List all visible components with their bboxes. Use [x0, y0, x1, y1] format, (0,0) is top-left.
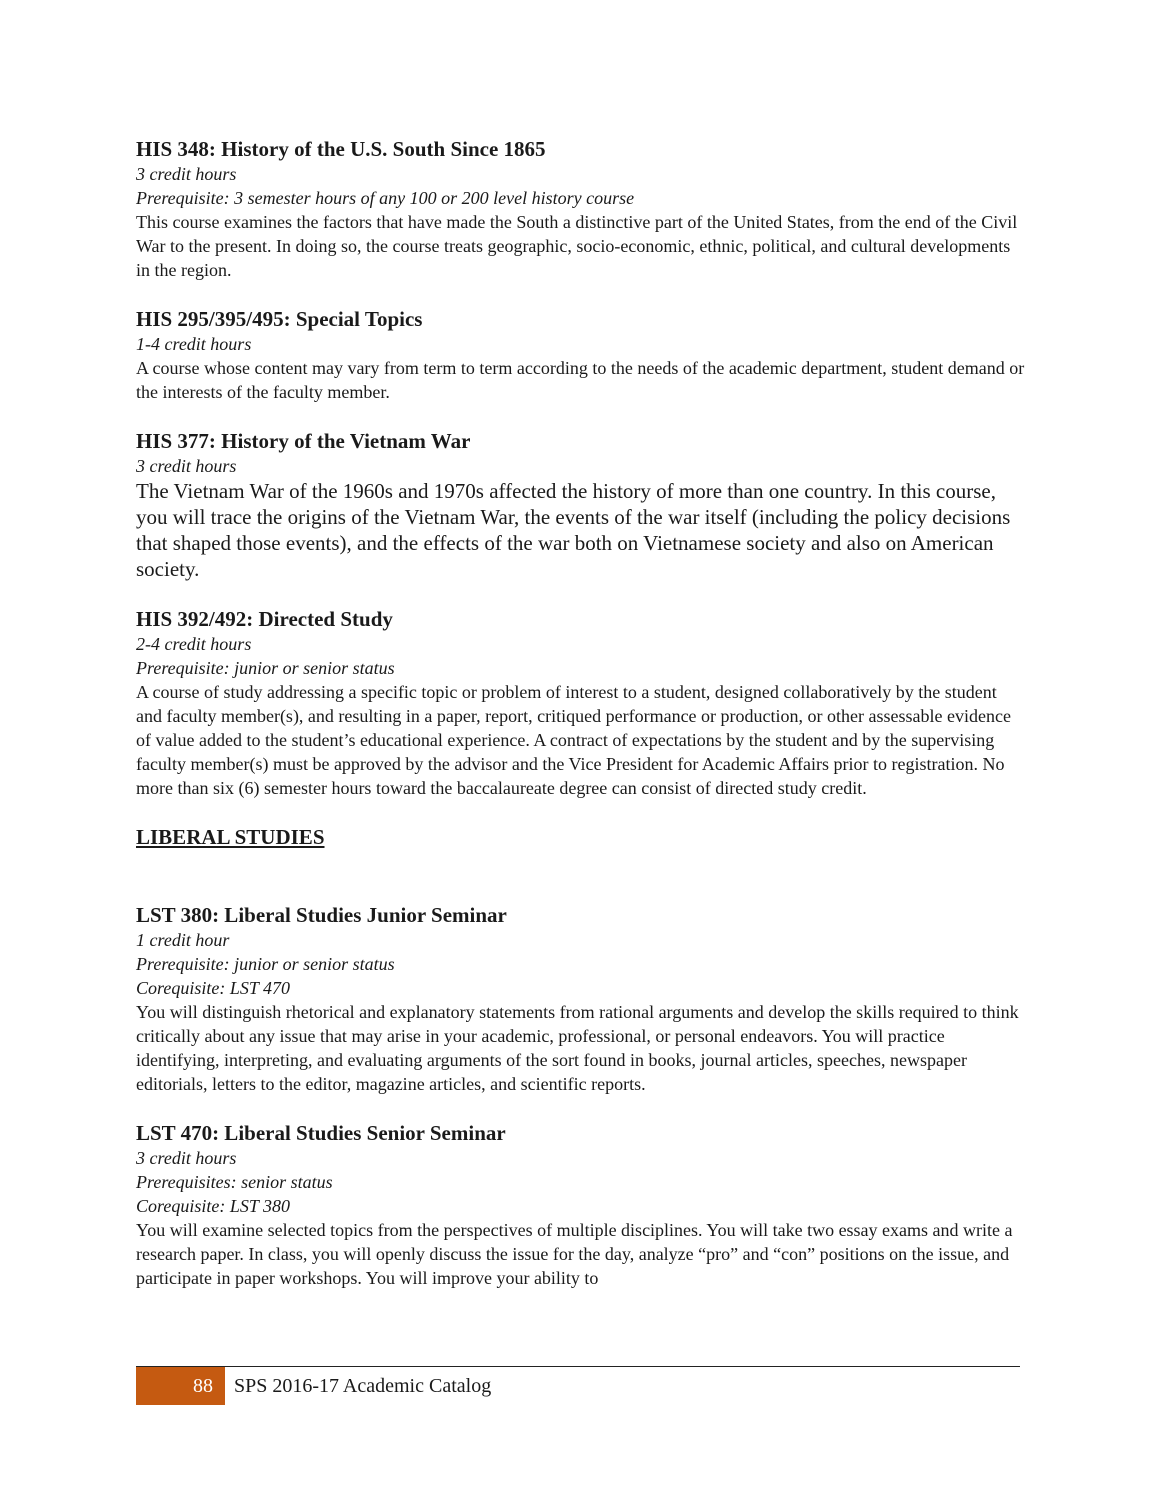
course-description: This course examines the factors that have made the South a distinctive part of the United States, from the end of the Civil War to the present. In doing so, the course treats geographic, socio-economic, ethnic, political, and cultural developments in the region.: [136, 212, 1018, 280]
course-lst-380: [136, 902, 1026, 1096]
course-lst-470: [136, 1120, 1026, 1290]
footer-catalog-title: SPS 2016-17 Academic Catalog: [234, 1375, 492, 1397]
course-prerequisite: Prerequisites: senior status: [136, 1172, 333, 1192]
course-title: LST 470: Liberal Studies Senior Seminar: [136, 1121, 506, 1145]
course-corequisite: Corequisite: LST 380: [136, 1196, 291, 1216]
course-credits: 3 credit hours: [136, 456, 237, 476]
course-prerequisite: Prerequisite: junior or senior status: [136, 658, 395, 678]
course-description: You will examine selected topics from the perspectives of multiple disciplines. You will take two essay exams and write a research paper. In class, you will openly discuss the issue for the day, analyze “pro” and “con” positions on the issue, and participate in paper workshops. You will improve your ability to: [136, 1220, 1013, 1288]
course-his-directed-study: [136, 606, 1026, 800]
course-prerequisite: Prerequisite: 3 semester hours of any 100 or 200 level history course: [136, 188, 635, 208]
course-title: HIS 295/395/495: Special Topics: [136, 307, 423, 331]
course-credits: 3 credit hours: [136, 1148, 237, 1168]
course-description: You will distinguish rhetorical and explanatory statements from rational arguments and develop the skills required to think critically about any issue that may arise in your academic, professional, or personal endeavors. You will practice identifying, interpreting, and evaluating arguments of the sort found in books, journal articles, speeches, newspaper editorials, letters to the editor, magazine articles, and scientific reports.: [136, 1002, 1019, 1094]
course-title: HIS 377: History of the Vietnam War: [136, 429, 471, 453]
course-description: The Vietnam War of the 1960s and 1970s affected the history of more than one country. In this course, you will trace the origins of the Vietnam War, the events of the war itself (including the policy decisions that shaped those events), and the effects of the war both on Vietnamese society and also on American society.: [136, 479, 1011, 581]
section-heading-liberal-studies: LIBERAL STUDIES: [136, 825, 325, 849]
course-his-377: [136, 428, 1026, 582]
course-credits: 3 credit hours: [136, 164, 237, 184]
course-description: A course whose content may vary from term to term according to the needs of the academic department, student demand or the interests of the faculty member.: [136, 358, 1025, 402]
course-title: HIS 392/492: Directed Study: [136, 607, 393, 631]
catalog-page-content: [136, 136, 1026, 1314]
course-credits: 1 credit hour: [136, 930, 230, 950]
page-number-badge: 88: [136, 1367, 225, 1405]
course-credits: 2-4 credit hours: [136, 634, 252, 654]
course-his-348: [136, 136, 1026, 282]
course-corequisite: Corequisite: LST 470: [136, 978, 291, 998]
course-his-special-topics: [136, 306, 1026, 404]
course-title: LST 380: Liberal Studies Junior Seminar: [136, 903, 507, 927]
course-title: HIS 348: History of the U.S. South Since 1865: [136, 137, 546, 161]
course-description: A course of study addressing a specific topic or problem of interest to a student, designed collaboratively by the student and faculty member(s), and resulting in a paper, report, critiqued performance or production, or other assessable evidence of value added to the student’s educational experience. A contract of expectations by the student and by the supervising faculty member(s) must be approved by the advisor and the Vice President for Academic Affairs prior to registration. No more than six (6) semester hours toward the baccalaureate degree can consist of directed study credit.: [136, 682, 1011, 798]
course-credits: 1-4 credit hours: [136, 334, 252, 354]
course-prerequisite: Prerequisite: junior or senior status: [136, 954, 395, 974]
